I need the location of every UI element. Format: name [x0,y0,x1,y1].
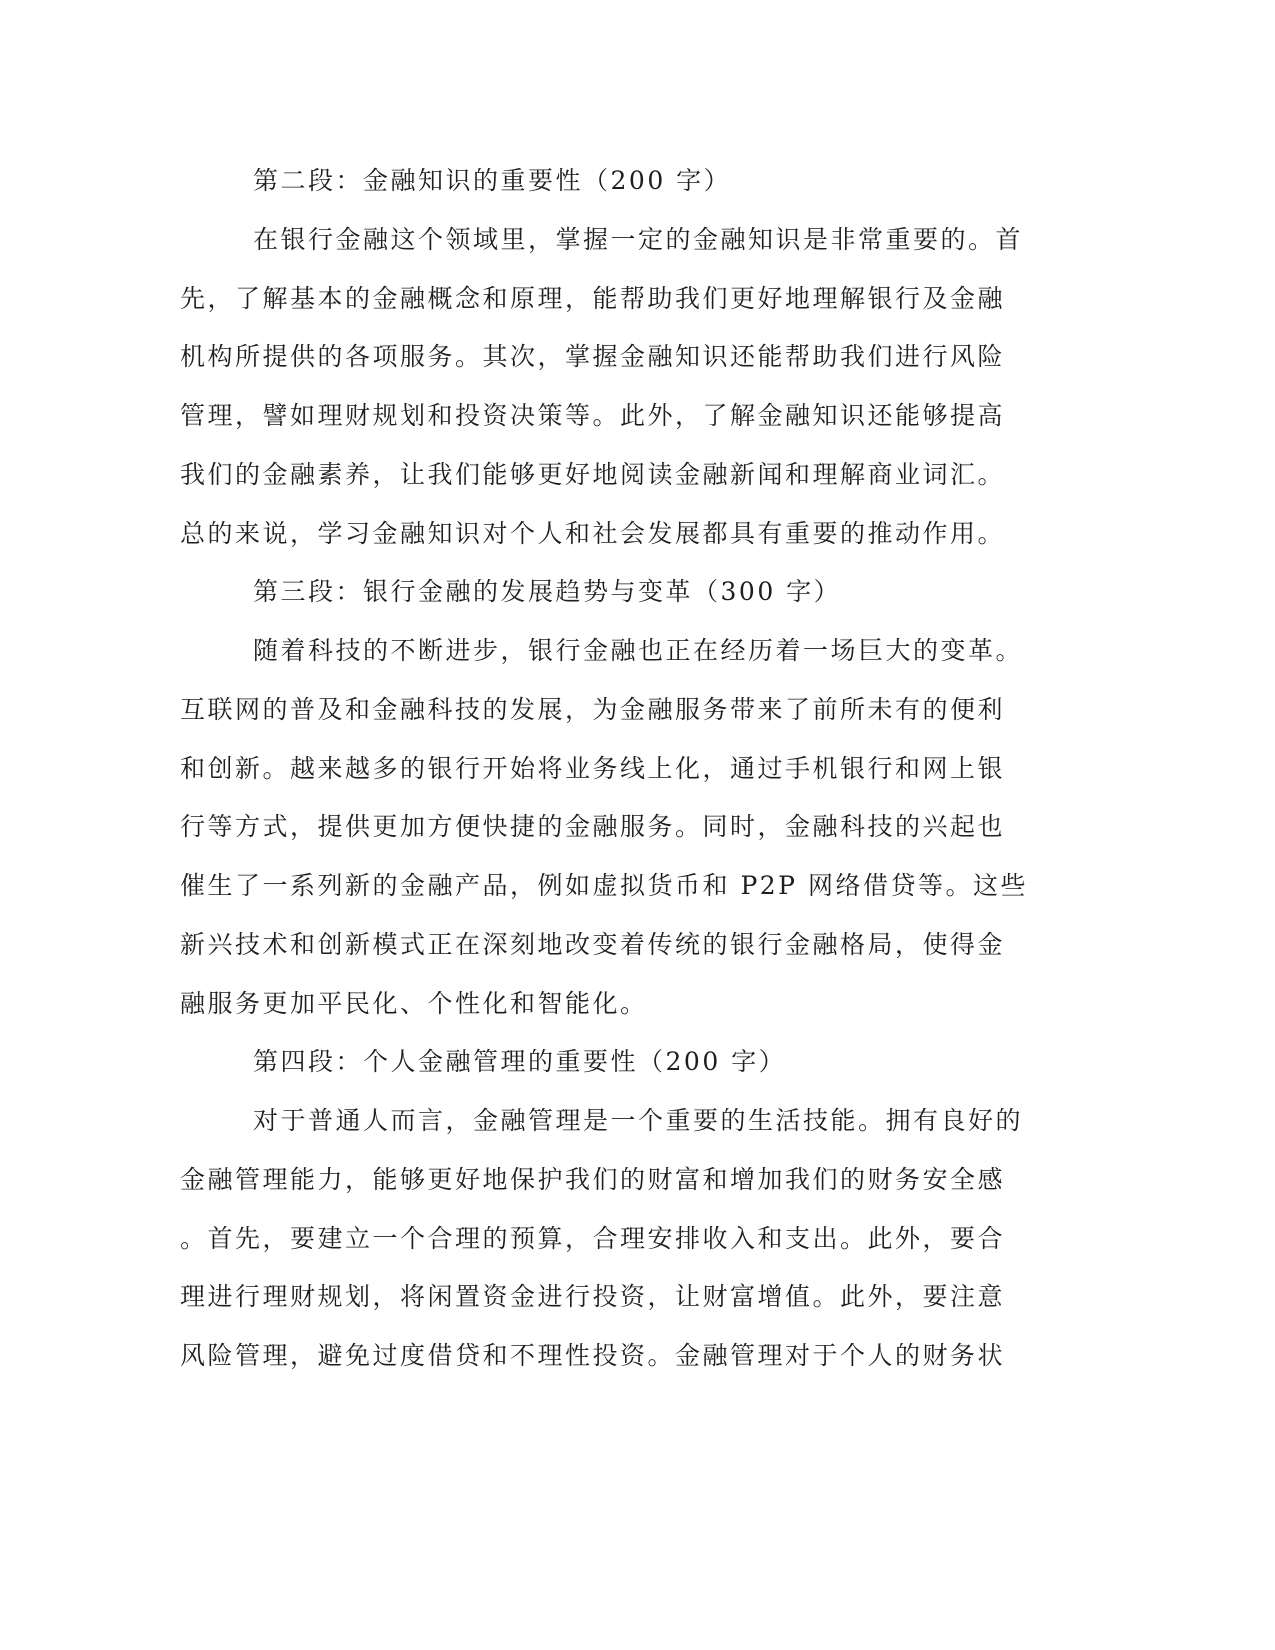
body-line: 新兴技术和创新模式正在深刻地改变着传统的银行金融格局，使得金 [180,929,1006,959]
body-line: 互联网的普及和金融科技的发展，为金融服务带来了前所未有的便利 [180,694,1006,724]
document-body [180,152,1040,1386]
body-line: 机构所提供的各项服务。其次，掌握金融知识还能帮助我们进行风险 [180,342,1006,372]
section-heading-2: 第二段：金融知识的重要性（200 字） [253,166,732,195]
body-line: 理进行理财规划，将闲置资金进行投资，让财富增值。此外，要注意 [180,1282,1006,1312]
body-line: 融服务更加平民化、个性化和智能化。 [180,988,648,1018]
body-line: 催生了一系列新的金融产品，例如虚拟货币和 P2P 网络借贷等。这些 [180,871,1028,900]
section-heading-3: 第三段：银行金融的发展趋势与变革（300 字） [253,577,842,607]
body-line: 先，了解基本的金融概念和原理，能帮助我们更好地理解银行及金融 [180,283,1006,313]
body-line: 我们的金融素养，让我们能够更好地阅读金融新闻和理解商业词汇。 [180,459,1006,489]
body-line: 在银行金融这个领域里，掌握一定的金融知识是非常重要的。首 [253,224,1024,254]
body-line: 随着科技的不断进步，银行金融也正在经历着一场巨大的变革。 [253,636,1024,665]
body-line: 管理，譬如理财规划和投资决策等。此外，了解金融知识还能够提高 [180,401,1006,430]
body-line: 。首先，要建立一个合理的预算，合理安排收入和支出。此外，要合 [180,1223,1006,1253]
body-line: 风险管理，避免过度借贷和不理性投资。金融管理对于个人的财务状 [180,1341,1006,1370]
body-line: 金融管理能力，能够更好地保护我们的财富和增加我们的财务安全感 [180,1164,1006,1194]
body-line: 行等方式，提供更加方便快捷的金融服务。同时，金融科技的兴起也 [180,812,1006,842]
body-line: 对于普通人而言，金融管理是一个重要的生活技能。拥有良好的 [253,1106,1024,1135]
body-line: 总的来说，学习金融知识对个人和社会发展都具有重要的推动作用。 [180,518,1006,548]
body-line: 和创新。越来越多的银行开始将业务线上化，通过手机银行和网上银 [180,753,1006,783]
section-heading-4: 第四段：个人金融管理的重要性（200 字） [253,1047,787,1077]
